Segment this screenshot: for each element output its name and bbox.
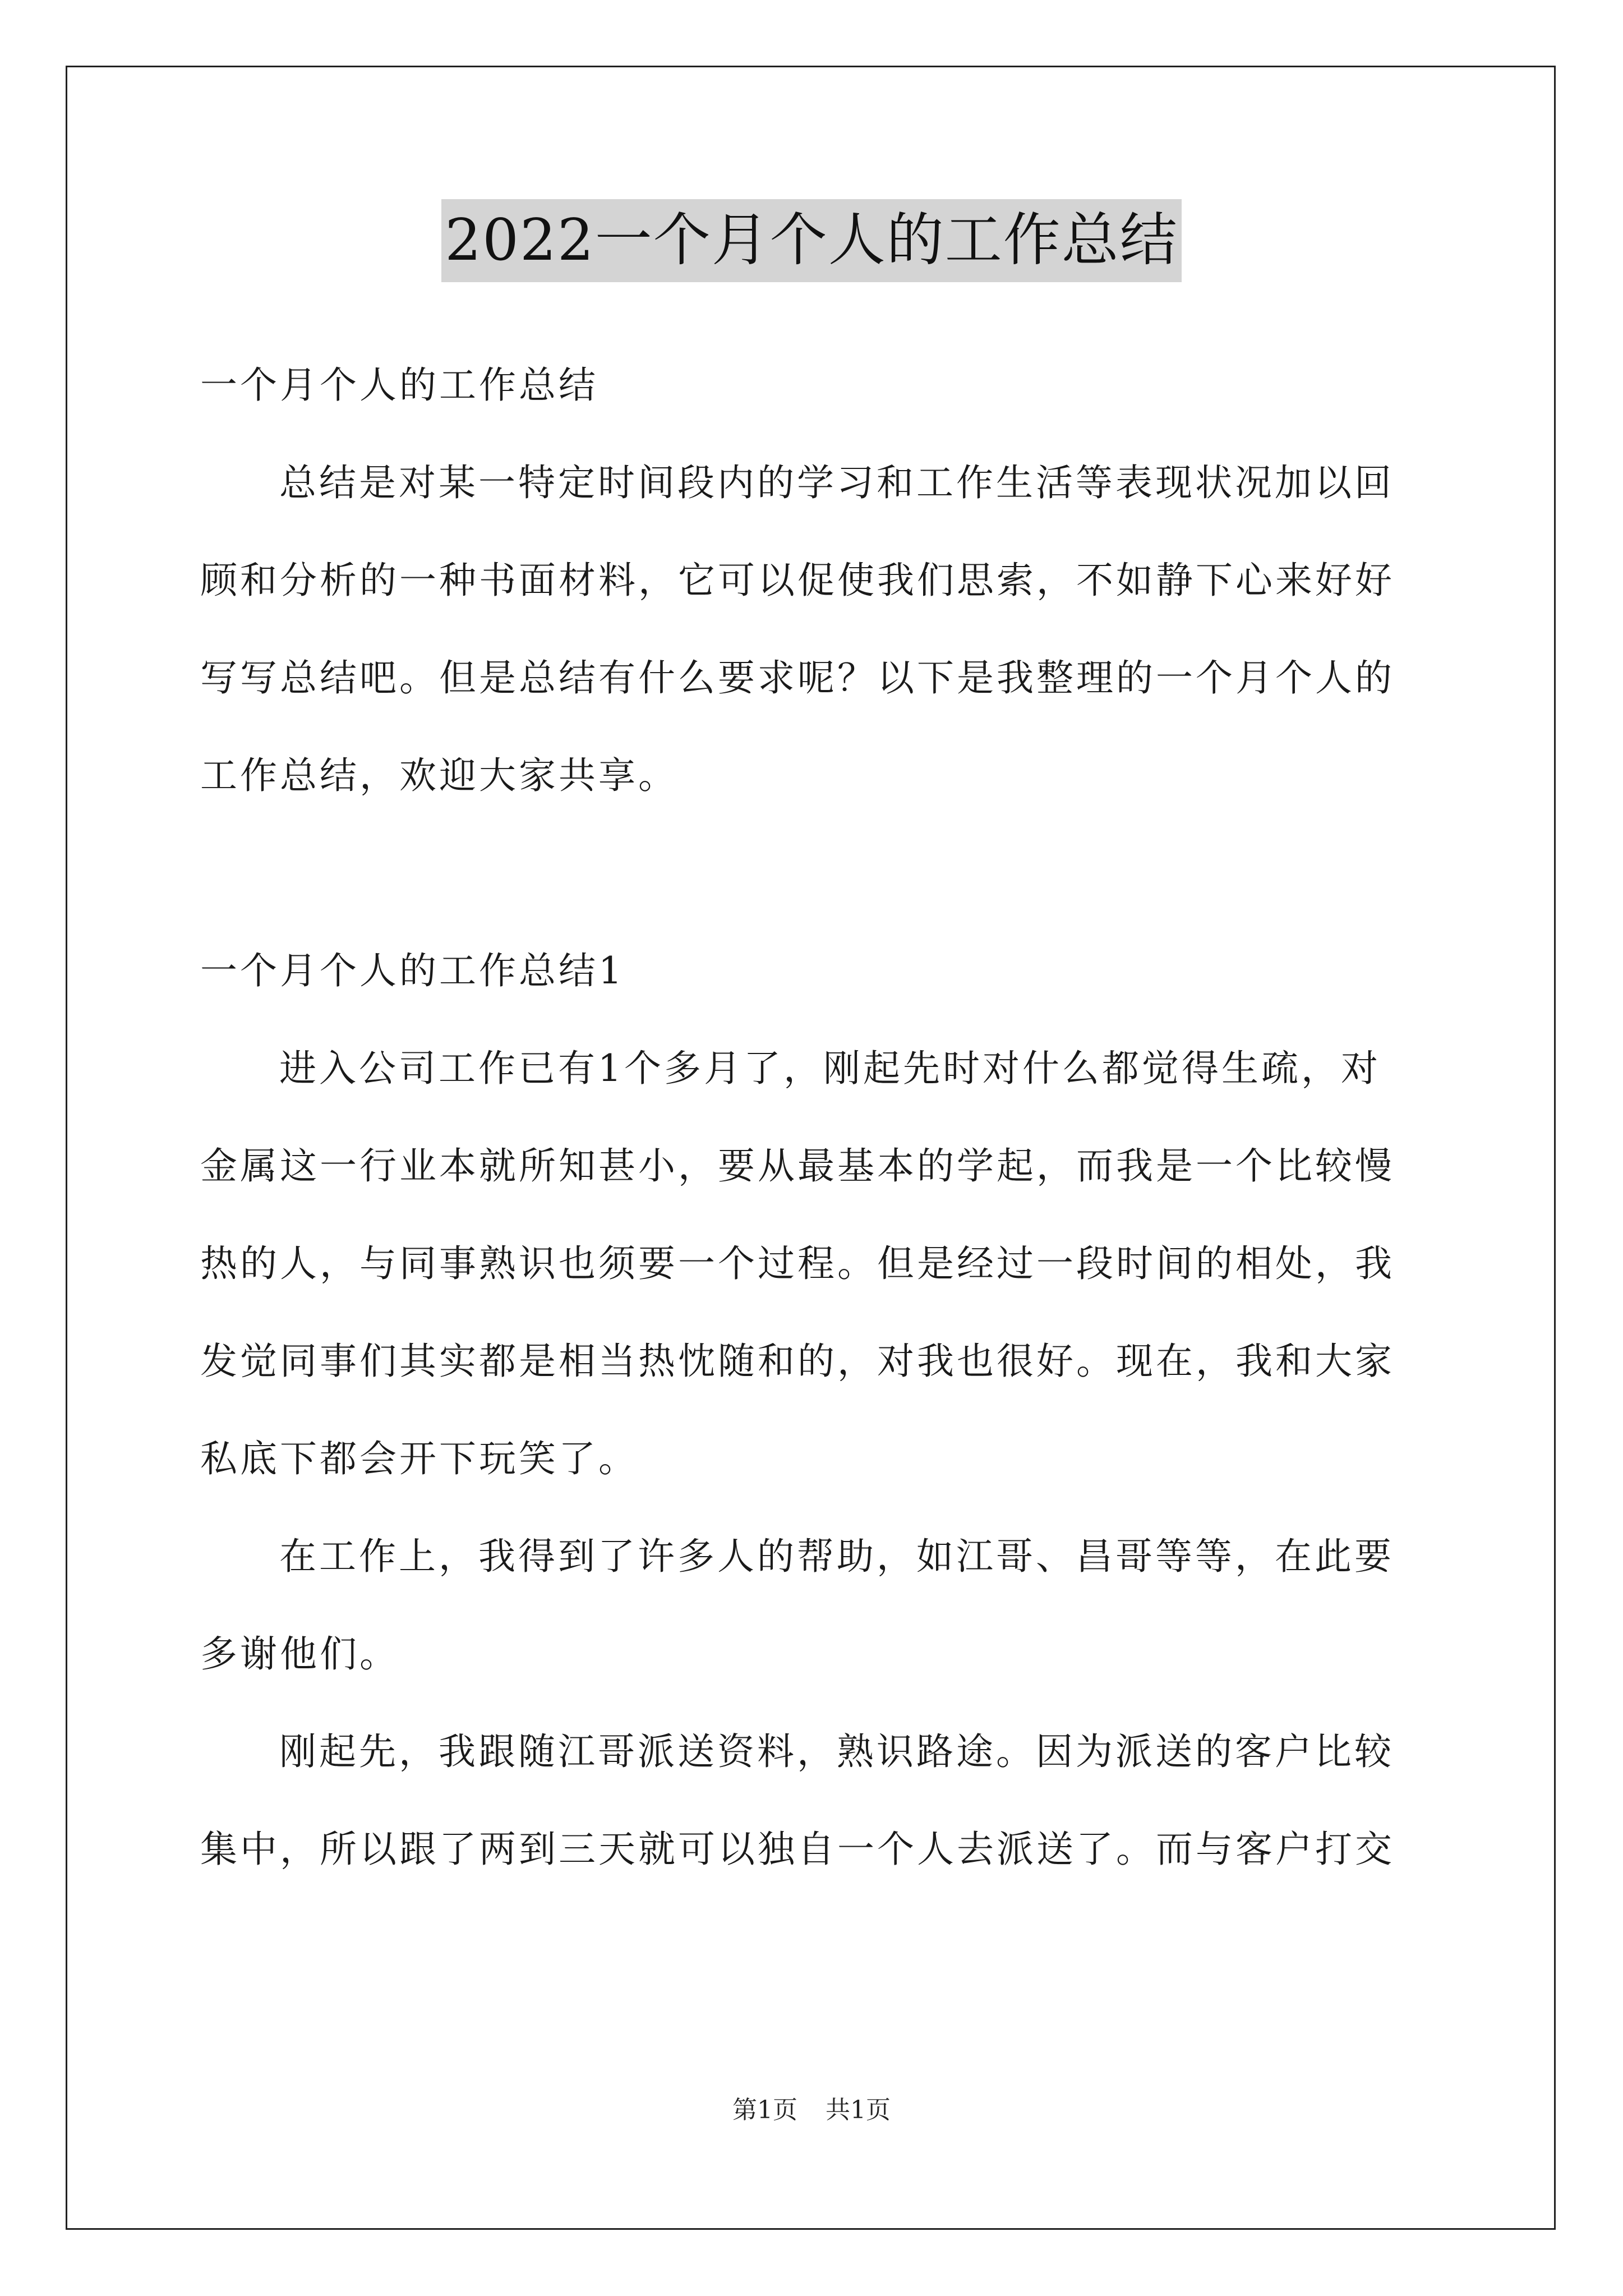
title-container [0, 199, 1623, 282]
section-heading: 一个月个人的工作总结1 [200, 949, 625, 992]
paragraph-line: 写写总结吧。但是总结有什么要求呢？以下是我整理的一个月个人的 [200, 656, 1395, 700]
paragraph-line: 总结是对某一特定时间段内的学习和工作生活等表现状况加以回 [279, 461, 1394, 504]
section-gap [200, 825, 1434, 922]
section-heading: 一个月个人的工作总结 [200, 364, 598, 407]
paragraph-line: 顾和分析的一种书面材料，它可以促使我们思索，不如静下心来好好 [200, 559, 1395, 602]
page-total: 共1页 [826, 2096, 891, 2124]
paragraph-line: 进入公司工作已有1个多月了，刚起先时对什么都觉得生疏，对 [279, 1047, 1381, 1090]
paragraph-line: 刚起先，我跟随江哥派送资料，熟识路途。因为派送的客户比较 [279, 1730, 1394, 1773]
page-footer [0, 2093, 1623, 2127]
page-number: 第1页 [732, 2096, 797, 2124]
paragraph-line: 集中，所以跟了两到三天就可以独自一个人去派送了。而与客户打交 [200, 1828, 1395, 1871]
paragraph-line: 工作总结，欢迎大家共享。 [200, 754, 678, 797]
paragraph-line: 在工作上，我得到了许多人的帮助，如江哥、昌哥等等，在此要 [279, 1535, 1394, 1578]
document-body [200, 337, 1434, 1898]
paragraph-line: 多谢他们。 [200, 1632, 399, 1676]
paragraph-line: 私底下都会开下玩笑了。 [200, 1437, 638, 1480]
paragraph-line: 热的人，与同事熟识也须要一个过程。但是经过一段时间的相处，我 [200, 1242, 1395, 1285]
document-title: 2022一个月个人的工作总结 [441, 199, 1182, 282]
paragraph-line: 发觉同事们其实都是相当热忱随和的，对我也很好。现在，我和大家 [200, 1340, 1395, 1383]
paragraph-line: 金属这一行业本就所知甚小，要从最基本的学起，而我是一个比较慢 [200, 1144, 1395, 1188]
